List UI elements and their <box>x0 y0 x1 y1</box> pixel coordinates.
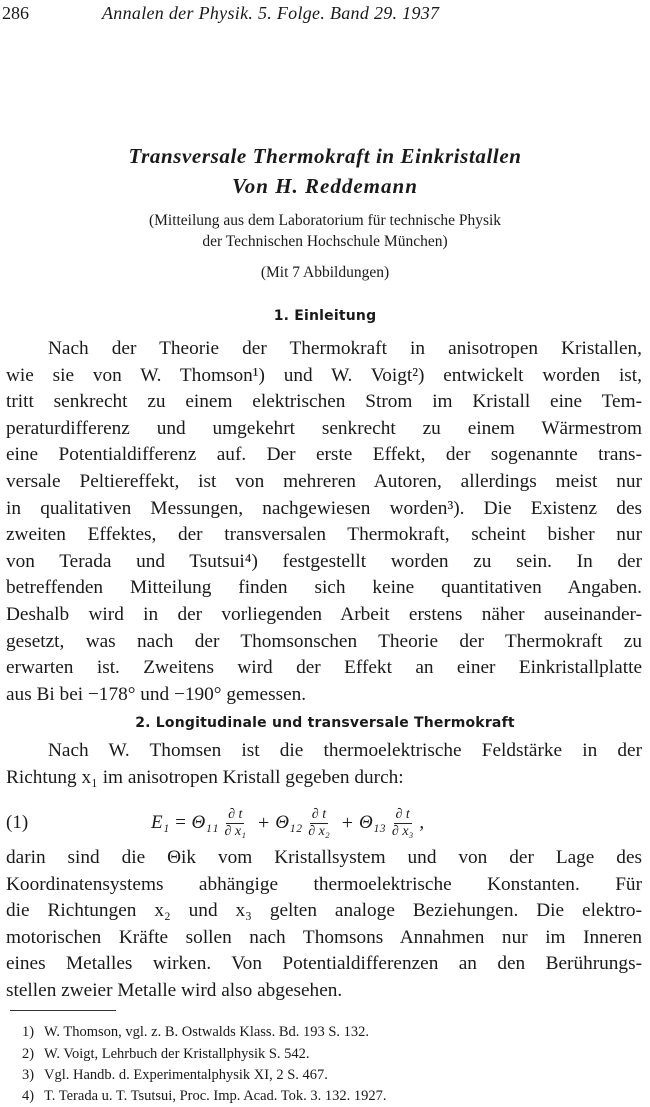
text-line: von Terada und Tsutsui⁴) festgestellt worden zu sein. In der <box>6 550 642 572</box>
running-head <box>2 2 642 24</box>
plus-sign: + <box>257 811 270 834</box>
figures-note: (Mit 7 Abbildungen) <box>260 264 390 281</box>
text-line: die Richtungen x₂ und x₃ gelten analoge Beziehungen. Die elektro- <box>6 900 642 922</box>
fraction-denominator: ∂ x₂ <box>308 823 330 839</box>
text-line: gesetzt, was nach der Thomsonschen Theorie der Thermokraft zu <box>6 630 642 652</box>
text-line: darin sind die Θik vom Kristallsystem und von der Lage des <box>6 847 642 868</box>
section-heading-introduction <box>0 306 650 326</box>
text-line: eines Metalles wirken. Von Potentialdifferenzen an den Berührungs- <box>6 953 642 975</box>
affiliation <box>0 210 650 252</box>
fraction-numerator: ∂ t <box>311 806 327 822</box>
paragraph-introduction <box>6 336 642 708</box>
text-line: motorischen Kräfte sollen nach Thomsons Annahmen nur im Inneren <box>6 926 642 948</box>
fraction-numerator: ∂ t <box>395 806 410 822</box>
footnote-mark: 3) <box>22 1067 35 1083</box>
paragraph-definition <box>6 738 642 791</box>
equation-comma: , <box>419 812 425 833</box>
fraction-numerator: ∂ t <box>228 806 243 822</box>
text-line: Koordinatensystems abhängige thermoelektrische Konstanten. Für <box>6 873 642 895</box>
text-line: Deshalb wird in der vorliegenden Arbeit erstens näher auseinander- <box>6 603 642 625</box>
article-title: Transversale Thermokraft in Einkristallen <box>128 144 522 168</box>
affiliation-line: (Mitteilung aus dem Laboratorium für technische Physik <box>148 212 502 229</box>
footnote-1 <box>22 1022 642 1043</box>
equation-body <box>151 800 424 846</box>
plus-sign: + <box>341 811 353 834</box>
footnote-3 <box>22 1065 642 1086</box>
text-line: tritt senkrecht zu einem elektrischen Strom im Kristall eine Tem- <box>6 391 642 413</box>
text-line: Nach W. Thomsen ist die thermoelektrische Feldstärke in der <box>48 740 642 761</box>
coefficient: Θ₁₂ <box>275 812 303 833</box>
footnote-text: Vgl. Handb. d. Experimentalphysik XI, 2 S. 467. <box>44 1067 328 1083</box>
equation-1 <box>6 800 642 846</box>
footnote-text: W. Voigt, Lehrbuch der Kristallphysik S. 542. <box>44 1046 310 1062</box>
text-line: eine Potentialdifferenz auf. Der erste Effekt, der sogenannte trans- <box>6 444 642 466</box>
footnote-text: W. Thomson, vgl. z. B. Ostwalds Klass. Bd. 193 S. 132. <box>44 1024 370 1040</box>
fraction-denominator: ∂ x₃ <box>391 823 414 839</box>
text-line: in qualitativen Messungen, nachgewiesen worden³). Die Existenz des <box>6 497 642 519</box>
equation-lhs: E₁ = Θ₁₁ <box>151 812 219 833</box>
footnote-4 <box>22 1086 642 1107</box>
text-line: versale Peltiereffekt, ist von mehreren Autoren, allerdings meist nur <box>6 470 642 492</box>
footnote-mark: 4) <box>22 1088 35 1104</box>
text-line: Nach der Theorie der Thermokraft in anisotropen Kristallen, <box>48 338 642 359</box>
partial-fraction <box>306 807 332 840</box>
text-line: erwarten ist. Zweitens wird der Effekt an einer Einkristallplatte <box>6 657 642 679</box>
fraction-denominator: ∂ x₁ <box>224 823 246 839</box>
text-line: aus Bi bei −178° und −190° gemessen. <box>6 683 307 705</box>
footnote-mark: 1) <box>22 1024 35 1040</box>
partial-fraction <box>222 807 248 840</box>
section-title: 1. Einleitung <box>273 308 377 324</box>
journal-citation: Annalen der Physik. 5. Folge. Band 29. 1937 <box>102 3 440 23</box>
section-heading-thermokraft <box>0 713 650 733</box>
text-line: betreffenden Mitteilung finden sich keine quantitativen Angaben. <box>6 577 642 599</box>
footnote-2 <box>22 1044 642 1065</box>
coefficient: Θ₁₃ <box>358 812 386 833</box>
partial-fraction <box>390 807 416 840</box>
paragraph-constants <box>6 845 642 1005</box>
footnote-divider <box>10 1010 116 1011</box>
footnote-text: T. Terada u. T. Tsutsui, Proc. Imp. Acad. Tok. 3. 132. 1927. <box>44 1088 387 1104</box>
affiliation-line: der Technischen Hochschule München) <box>202 233 448 250</box>
text-line: wie sie von W. Thomson¹) und W. Voigt²) entwickelt worden ist, <box>6 364 642 386</box>
article-author: Von H. Reddemann <box>232 174 418 198</box>
text-line: peraturdifferenz und umgekehrt senkrecht zu einem Wärmestrom <box>6 417 642 439</box>
page-number: 286 <box>2 3 29 23</box>
equation-number: (1) <box>6 812 29 833</box>
text-line: stellen zweier Metalle wird also abgesehen. <box>6 979 343 1001</box>
text-line: Richtung x₁ im anisotropen Kristall gegeben durch: <box>6 766 404 788</box>
section-title: 2. Longitudinale und transversale Thermokraft <box>135 715 515 731</box>
footnote-mark: 2) <box>22 1046 35 1062</box>
text-line: zweiten Effektes, der transversalen Thermokraft, scheint bisher nur <box>6 524 642 546</box>
